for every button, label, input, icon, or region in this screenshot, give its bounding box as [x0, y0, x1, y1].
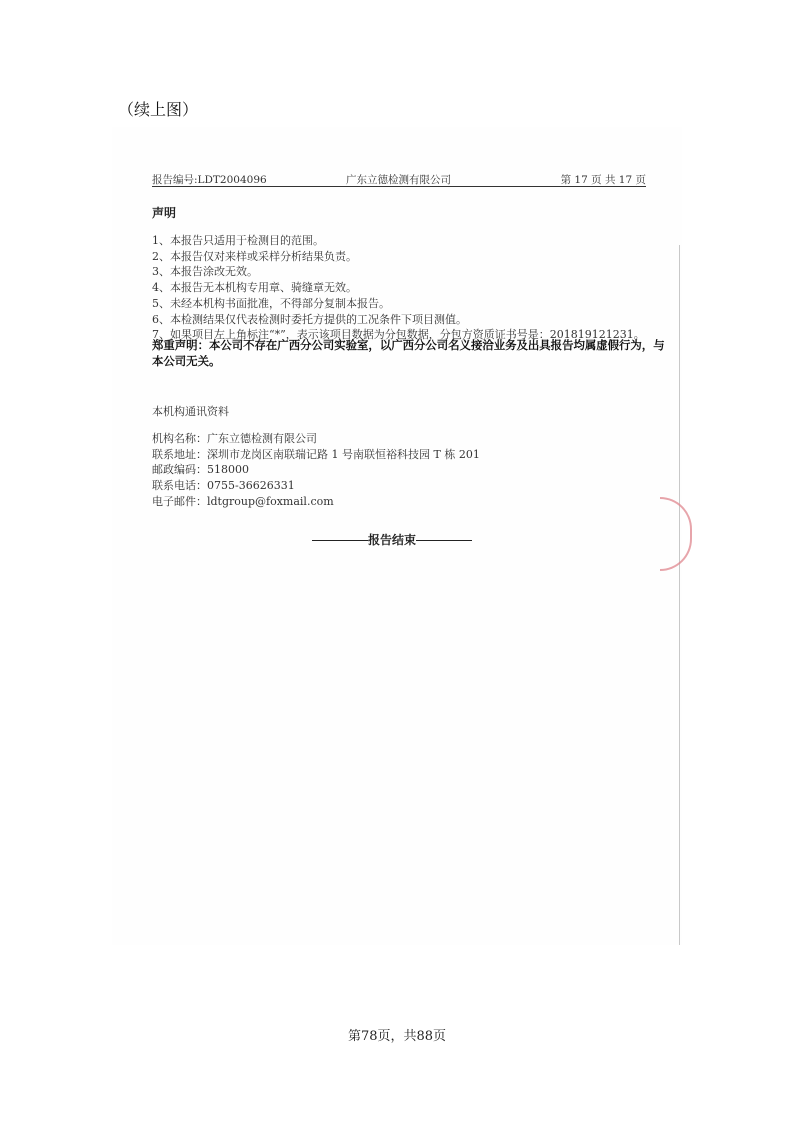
end-dash-right	[416, 540, 472, 541]
statement-item: 2、本报告仅对来样或采样分析结果负责。	[152, 249, 357, 263]
statement-item: 4、本报告无本机构专用章、骑缝章无效。	[152, 281, 357, 295]
contact-title: 本机构通讯资料	[152, 405, 229, 418]
report-end-text: 报告结束	[368, 533, 417, 547]
report-end	[312, 531, 472, 548]
statement-title: 声明	[152, 206, 177, 220]
report-number: 报告编号:LDT2004096	[152, 174, 267, 186]
page-number: 第78页，共88页	[347, 1029, 447, 1044]
scan-edge-line	[679, 245, 680, 945]
contact-line: 联系电话：0755-36626331	[152, 479, 295, 493]
contact-line: 机构名称：广东立德检测有限公司	[152, 432, 317, 445]
statement-item: 5、未经本机构书面批准，不得部分复制本报告。	[152, 296, 390, 310]
header-divider	[152, 186, 646, 187]
end-dash-left	[312, 540, 368, 541]
statement-item: 6、本检测结果仅代表检测时委托方提供的工况条件下项目测值。	[152, 312, 467, 326]
contact-line: 邮政编码：518000	[152, 463, 249, 477]
statement-item: 7、如果项目左上角标注“*”，表示该项目数据为分包数据，分包方资质证书号是：201819121231。	[152, 328, 645, 342]
continued-label: （续上图）	[118, 100, 199, 119]
solemn-notice: 郑重声明：本公司不存在广西分公司实验室，以广西分公司名义接洽业务及出具报告均属虚假行为，与本公司无关。	[152, 338, 665, 368]
statement-item: 3、本报告涂改无效。	[152, 265, 258, 279]
seal-stamp-fragment	[660, 497, 692, 571]
scanned-report-page	[112, 127, 682, 945]
report-header	[152, 172, 646, 190]
statement-item: 1、本报告只适用于检测目的范围。	[152, 234, 324, 247]
header-page: 第 17 页 共 17 页	[560, 174, 646, 186]
contact-line: 联系地址：深圳市龙岗区南联瑞记路 1 号南联恒裕科技园 T 栋 201	[152, 447, 480, 461]
statement-list	[152, 233, 672, 343]
contact-line: 电子邮件：ldtgroup@foxmail.com	[152, 494, 334, 508]
header-company: 广东立德检测有限公司	[346, 174, 451, 186]
contact-info	[152, 431, 480, 510]
